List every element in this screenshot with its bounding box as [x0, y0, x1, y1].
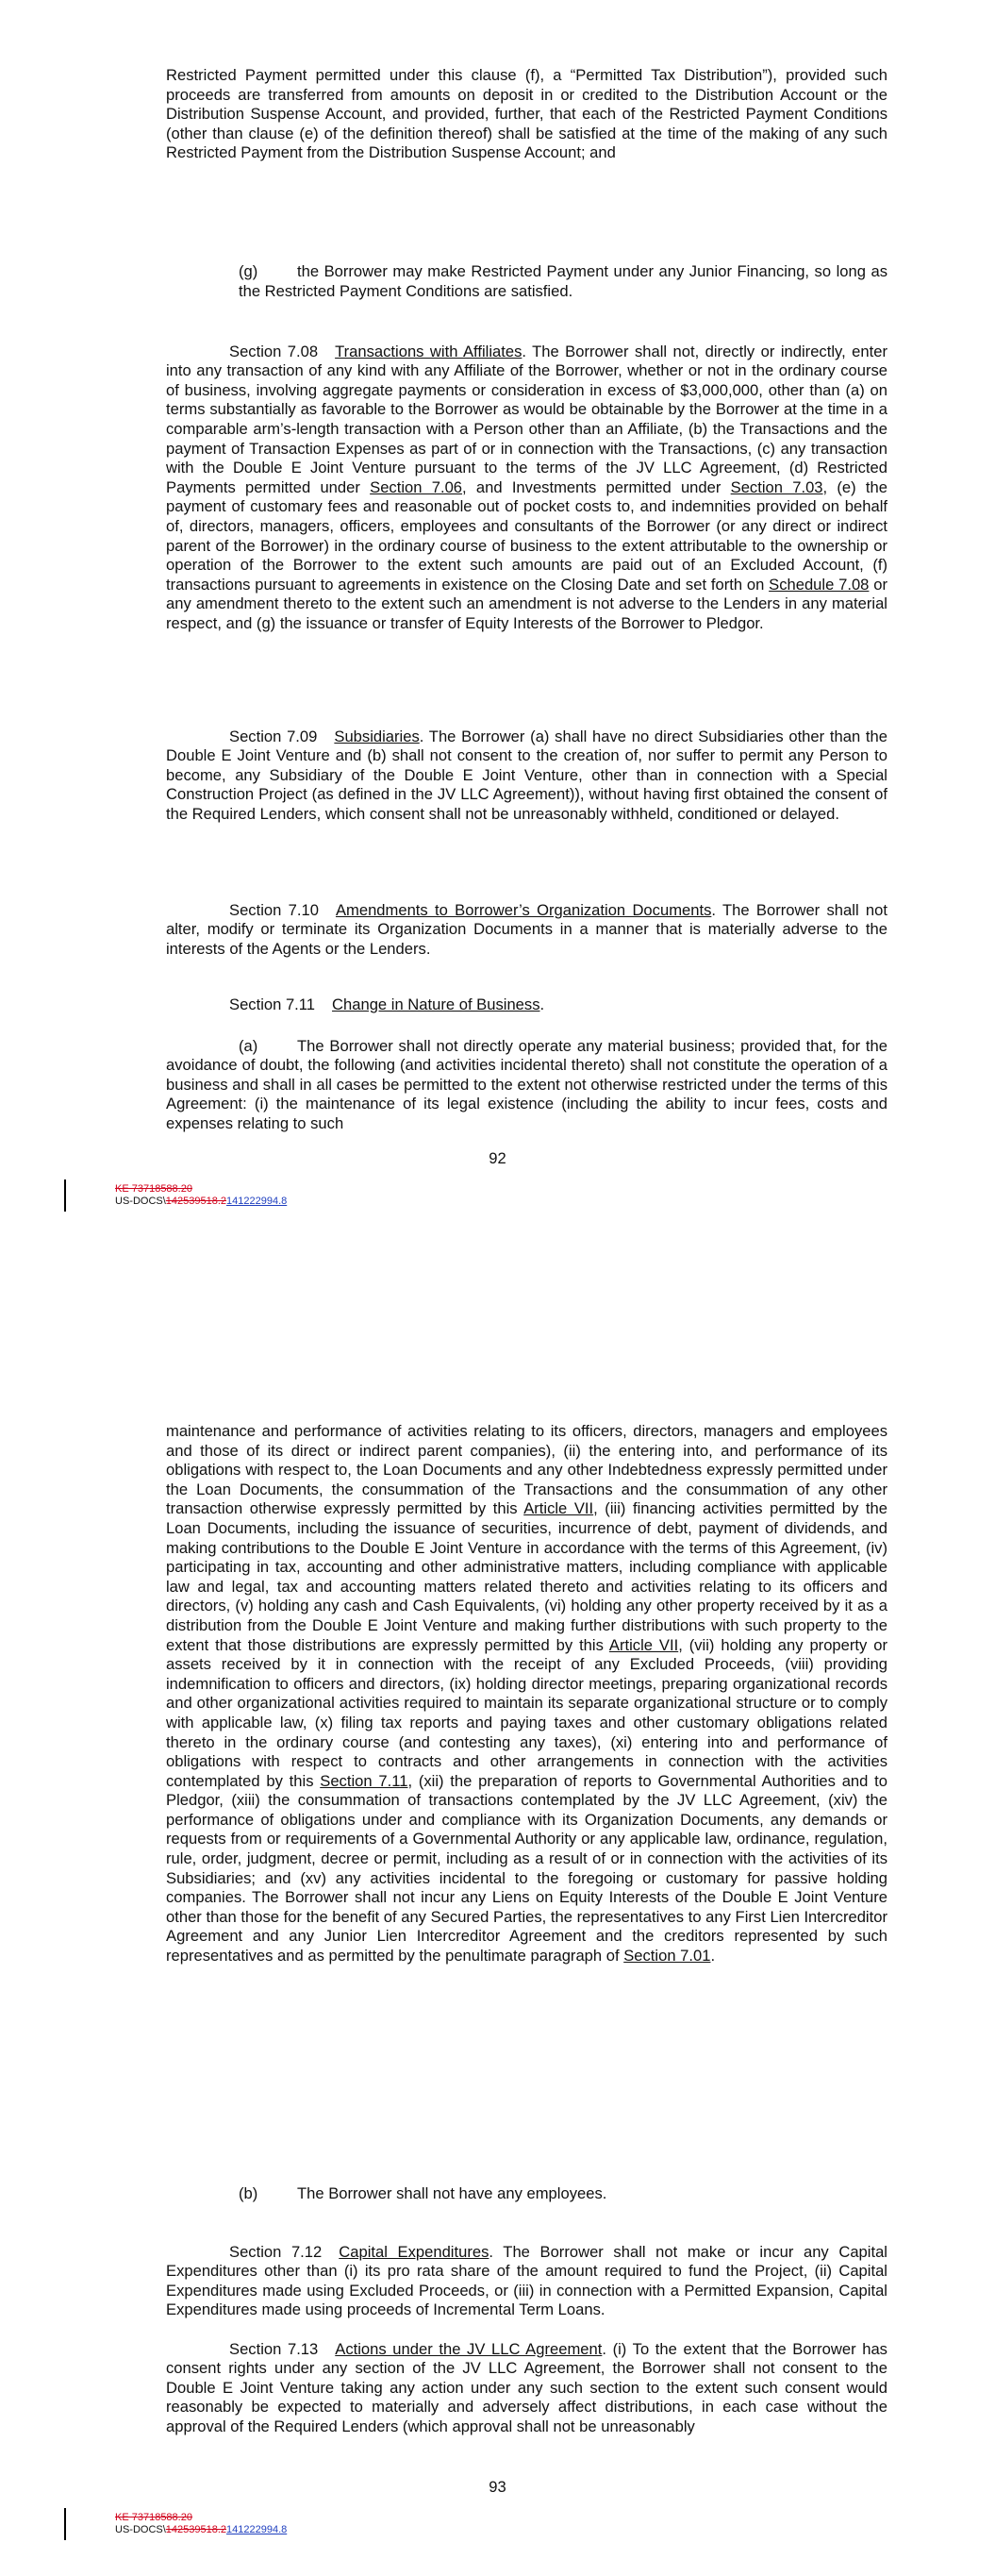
clause-g: [239, 262, 887, 301]
section-text: , (e) the payment of customary fees and reasonable out of pocket costs to, and indemnities provided on behalf of, directors, managers, officers, employees and consultants of the Borrower (or any direct or indirect parent of the Borrower) in the ordinary course of business to the extent attributable to the ownership or operation of the Borrower to the extent such amounts are paid out of an Excluded Account, (f) transactions pursuant to agreements in existence on the Closing Date and set forth on: [166, 477, 887, 594]
clause-text: The Borrower shall not have any employees.: [297, 2184, 607, 2202]
clause-text: The Borrower shall not directly operate any material business; provided that, for the avoidance of doubt, the following (and activities incidental thereto) shall not constitute the operation of a business and shall in all cases be permitted to the extent not otherwise restricted under the terms of this Agreement: (i) the maintenance of its legal existence (including the ability to incur fees, costs and expenses relating to such: [166, 1036, 887, 1132]
paragraph-text: , (iii) financing activities permitted by the Loan Documents, including the issuance of securities, incurrence of debt, payment of dividends, and making contributions to the Double E Joint Venture in accordance with the terms of this Agreement, (iv) participating in tax, accounting and other administrative matters, including compliance with applicable law and legal, tax and accounting matters related thereto and activities relating to its officers and directors, (v) holding any cash and Cash Equivalents, (vi) holding any other property received by it as a distribution from the Double E Joint Venture and making further distributions with such property to the extent that those distributions are expressly permitted by this: [166, 1499, 887, 1654]
page-93: [0, 1264, 995, 2576]
cross-reference[interactable]: Article VII: [608, 1635, 679, 1654]
section-title: Amendments to Borrower’s Organization Documents: [335, 900, 712, 919]
section-7-08: [166, 326, 887, 649]
change-bar: [64, 2508, 66, 2540]
cross-reference[interactable]: Section 7.11: [320, 1771, 408, 1790]
page-92: [0, 0, 995, 1264]
section-number: Section 7.12: [229, 2242, 323, 2261]
footer-deleted-id: KE 73718588.20: [115, 2512, 192, 2523]
clause-text: the Borrower may make Restricted Payment under any Junior Financing, so long as the Restricted Payment Conditions are satisfied.: [239, 262, 887, 300]
page-number: 92: [489, 1149, 506, 1167]
footer-prefix: US-DOCS\: [115, 1196, 166, 1207]
document-footer: [115, 1183, 287, 1208]
clause-a-continuation: [166, 1422, 887, 1966]
footer-inserted-number: 141222994.8: [226, 2524, 288, 2535]
section-text: , and Investments permitted under: [462, 477, 731, 496]
clause-label: (b): [239, 2184, 258, 2202]
section-text: .: [539, 995, 545, 1013]
section-text: . The Borrower shall not, directly or indirectly, enter into any transaction of any kind with any Affiliate of the Borrower, whether or not in the ordinary course of business, involving aggregate payments or consideration in excess of $3,000,000, other than (a) on terms substantially as favorable to the Borrower as would be obtainable by the Borrower at the time in a comparable arm’s-length transaction with a Person other than an Affiliate, (b) the Transactions and the payment of Transaction Expenses as part of or in connection with the Transactions, (c) any transaction with the Double E Joint Venture pursuant to the terms of the JV LLC Agreement, (d) Restricted Payments permitted under: [166, 342, 887, 496]
paragraph-text: maintenance and performance of activities relating to its officers, directors, managers and employees and those of its direct or indirect parent companies), (ii) the entering into, and performance of its obligations with respect to, the Loan Documents and any other Indebtedness expressly permitted under the Loan Documents, the consummation of the Transactions and the consummation of any other transaction otherwise expressly permitted by this: [166, 1422, 887, 1518]
section-number: Section 7.09: [229, 727, 318, 745]
footer-deleted-number: 142539518.2: [165, 1196, 227, 1207]
clause-b: [239, 2184, 887, 2204]
paragraph-text: Restricted Payment permitted under this clause (f), a “Permitted Tax Distribution”), provided such proceeds are transferred from amounts on deposit in or credited to the Distribution Account or the Distribution Suspense Account, and provided, further, that each of the Restricted Payment Conditions (other than clause (e) of the definition thereof) shall be satisfied at the time of the making of any such Restricted Payment from the Distribution Suspense Account; and: [166, 66, 887, 162]
cross-reference[interactable]: Section 7.01: [623, 1947, 711, 1965]
page-number: 93: [489, 2478, 506, 2496]
footer-deleted-id: KE 73718588.20: [115, 1183, 192, 1195]
section-title: Subsidiaries: [334, 727, 420, 745]
section-number: Section 7.08: [229, 342, 319, 360]
section-title: Capital Expenditures: [339, 2242, 489, 2261]
section-number: Section 7.13: [229, 2339, 319, 2358]
cross-reference[interactable]: Section 7.03: [730, 477, 823, 496]
section-number: Section 7.10: [229, 900, 319, 919]
section-7-13: [166, 2324, 887, 2452]
section-7-09: [166, 711, 887, 840]
cross-reference[interactable]: Schedule 7.08: [769, 575, 870, 594]
footer-deleted-number: 142539518.2: [165, 2524, 227, 2535]
section-text: . The Borrower shall not alter, modify or terminate its Organization Documents in a manner that is materially adverse to the interests of the Agents or the Lenders.: [166, 900, 888, 958]
section-text: . The Borrower (a) shall have no direct Subsidiaries other than the Double E Joint Venture and (b) shall not consent to the creation of, nor suffer to permit any Person to become, any Subsidiary of the Double E Joint Venture, other than in connection with a Special Construction Project (as defined in the JV LLC Agreement)), without having first obtained the consent of the Required Lenders, which consent shall not be unreasonably withheld, conditioned or delayed.: [166, 727, 887, 823]
document-footer: [115, 2512, 287, 2536]
paragraph-text: , (vii) holding any property or assets received by it in connection with the receipt of any Excluded Proceeds, (viii) providing indemnification to officers and directors, (ix) holding director meetings, preparing organizational records and other organizational activities required to maintain its separate organizational structure or to comply with applicable law, (x) filing tax reports and paying taxes and other customary obligations related thereto in the ordinary course (and contesting any taxes), (xi) entering into and performance of obligations with respect to contracts and other arrangements in connection with the activities contemplated by this: [166, 1635, 887, 1790]
section-7-10: [166, 885, 887, 975]
clause-a: [166, 1021, 887, 1149]
cross-reference[interactable]: Section 7.06: [370, 477, 463, 496]
section-7-12: [166, 2227, 887, 2336]
clause-label: (a): [239, 1036, 258, 1055]
section-title: Transactions with Affiliates: [335, 342, 522, 360]
footer-prefix: US-DOCS\: [115, 2524, 166, 2535]
section-title: Change in Nature of Business: [332, 995, 540, 1013]
cross-reference[interactable]: Article VII: [523, 1499, 594, 1518]
paragraph-text: , (xii) the preparation of reports to Governmental Authorities and to Pledgor, (xiii) the consummation of transactions contemplated by the JV LLC Agreement, (xiv) the performance of obligations under and compliance with its Organization Documents, any demands or requests from or requirements of a Governmental Authority or any applicable law, ordinance, regulation, rule, order, judgment, decree or permit, including as a result of or in connection with the activities of its Subsidiaries; and (xv) any activities incidental to the foregoing or customary for passive holding companies. The Borrower shall not incur any Liens on Equity Interests of the Double E Joint Venture other than those for the benefit of any Secured Parties, the representatives to any First Lien Intercreditor Agreement and any Junior Lien Intercreditor Agreement and the creditors represented by such representatives and as permitted by the penultimate paragraph of: [166, 1771, 887, 1965]
section-text: . The Borrower shall not make or incur any Capital Expenditures other than (i) its pro rata share of the amount required to fund the Project, (ii) Capital Expenditures made using Excluded Proceeds, or (iii) in connection with a Permitted Expansion, Capital Expenditures made using proceeds of Incremental Term Loans.: [166, 2242, 887, 2319]
section-text: . (i) To the extent that the Borrower has consent rights under any section of the JV LLC Agreement, the Borrower shall not consent to the Double E Joint Venture taking any action under any such section to the extent such consent would reasonably be expected to materially and adversely affect distributions, in each case without the approval of the Required Lenders (which approval shall not be unreasonably: [166, 2339, 887, 2435]
section-title: Actions under the JV LLC Agreement: [335, 2339, 603, 2358]
paragraph-text: .: [710, 1947, 716, 1965]
change-bar: [64, 1179, 66, 1212]
section-number: Section 7.11: [229, 995, 316, 1013]
restricted-payment-paragraph: [166, 66, 887, 163]
section-text: or any amendment thereto to the extent such an amendment is not adverse to the Lenders in any material respect, and (g) the issuance or transfer of Equity Interests of the Borrower to Pledgor.: [166, 575, 887, 632]
footer-inserted-number: 141222994.8: [226, 1196, 288, 1207]
clause-label: (g): [239, 262, 258, 280]
